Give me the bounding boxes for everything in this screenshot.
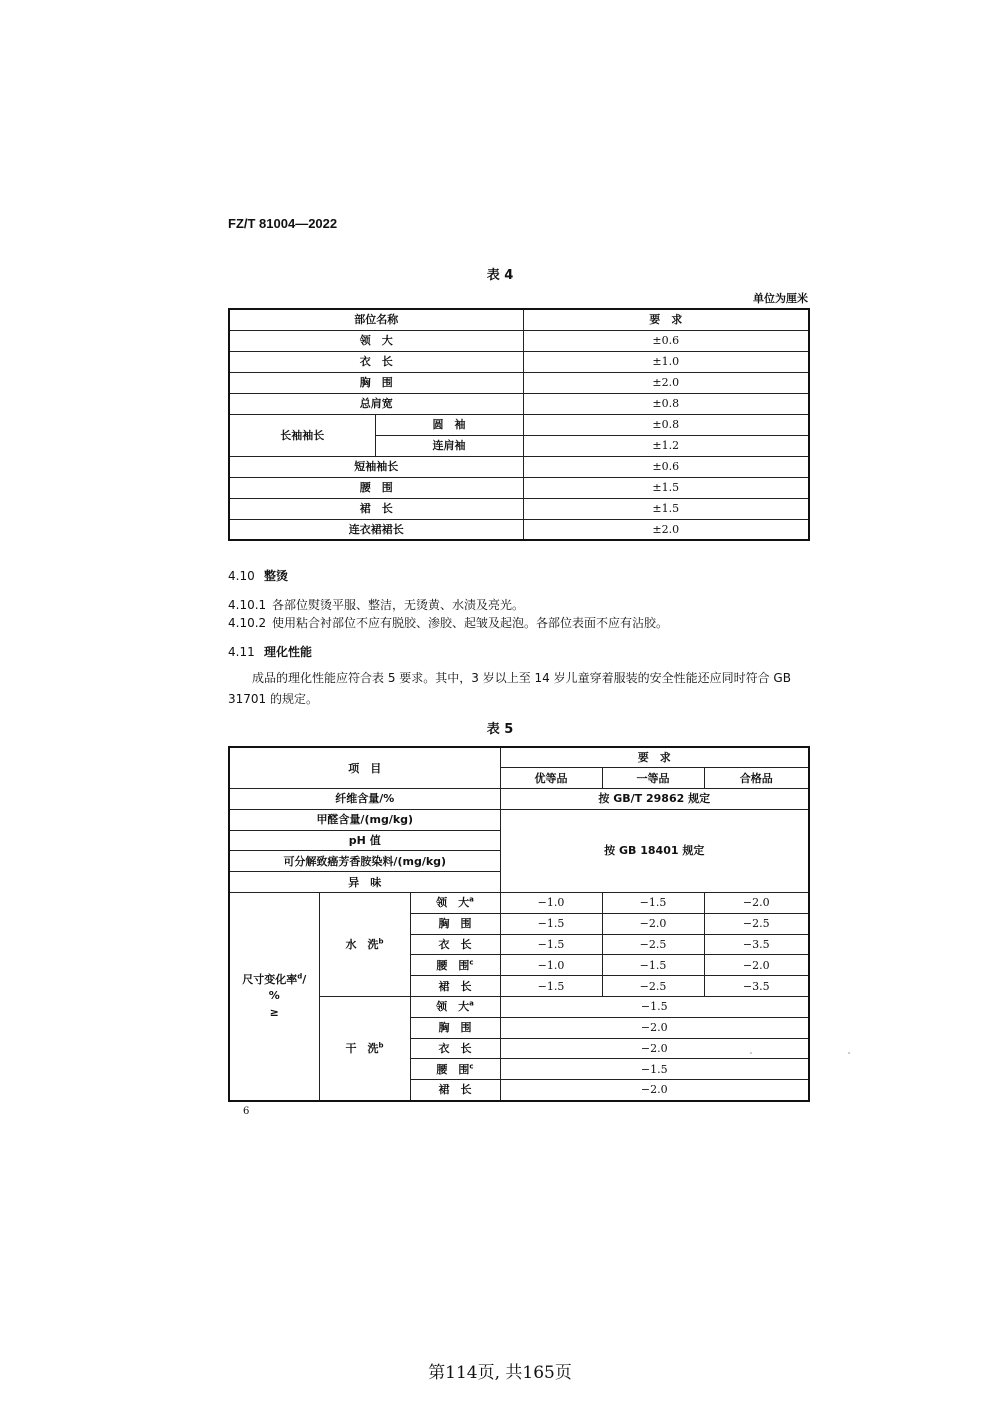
value-cell: −2.0 — [500, 1017, 809, 1038]
part-name: 裙 长 — [438, 1083, 472, 1097]
part-cell — [410, 1080, 500, 1101]
part-name: 衣 长 — [438, 938, 472, 952]
table-row — [229, 498, 809, 519]
dim-label-sign: ≥ — [269, 1005, 279, 1019]
grade-header: 合格品 — [704, 768, 809, 789]
gb18401-item: 甲醛含量/(mg/kg) — [229, 809, 500, 830]
fiber-label: 纤维含量/% — [229, 789, 500, 810]
table4-part: 短袖袖长 — [229, 456, 523, 477]
paragraph: 成品的理化性能应符合表 5 要求。其中，3 岁以上至 14 岁儿童穿着服装的安全性能还应同时符合 GB 31701 的规定。 — [228, 671, 791, 706]
grade-header: 优等品 — [500, 768, 602, 789]
part-name: 腰 围 — [436, 958, 470, 972]
table-row — [229, 351, 809, 372]
section-title: 理化性能 — [264, 645, 313, 659]
value-cell: −2.0 — [602, 913, 704, 934]
table4-part: 总肩宽 — [229, 393, 523, 414]
value-cell: −2.0 — [704, 955, 809, 976]
table5 — [228, 746, 810, 1102]
scan-speck — [750, 1052, 752, 1054]
value-cell: −3.5 — [704, 976, 809, 997]
value-cell: −1.5 — [602, 893, 704, 914]
value-cell: −2.0 — [704, 893, 809, 914]
value-cell: −1.5 — [500, 913, 602, 934]
table4-value: ±1.2 — [523, 435, 809, 456]
table-row — [229, 809, 809, 830]
dim-label-text: 尺寸变化率 — [242, 972, 298, 986]
clause-text: 各部位熨烫平服、整洁，无烫黄、水渍及亮光。 — [272, 598, 525, 612]
clause-number: 4.10.1 — [228, 598, 267, 612]
fiber-value: 按 GB/T 29862 规定 — [500, 789, 809, 810]
dim-label-unit: % — [268, 989, 280, 1003]
clause — [228, 614, 668, 631]
part-name: 胸 围 — [438, 917, 472, 931]
part-cell — [410, 976, 500, 997]
part-cell — [410, 893, 500, 914]
table4-part: 衣 长 — [229, 351, 523, 372]
value-cell: −1.0 — [500, 955, 602, 976]
table4-part: 连衣裙裙长 — [229, 519, 523, 540]
table4-part: 裙 长 — [229, 498, 523, 519]
table4-value: ±1.5 — [523, 498, 809, 519]
part-cell — [410, 913, 500, 934]
part-cell — [410, 955, 500, 976]
footnote-mark: a — [469, 999, 474, 1008]
section-heading — [228, 643, 312, 660]
table-row — [229, 519, 809, 540]
clause-number: 4.10.2 — [228, 616, 267, 630]
section-title: 整烫 — [264, 569, 289, 583]
table4-header-req: 要 求 — [523, 309, 809, 330]
section-number: 4.10 — [228, 569, 255, 583]
footnote-mark: a — [469, 895, 474, 904]
table-row — [229, 414, 809, 435]
scan-speck — [848, 1052, 850, 1054]
table4-part: 领 大 — [229, 330, 523, 351]
table4-value: ±0.8 — [523, 393, 809, 414]
value-cell: −1.5 — [500, 1059, 809, 1080]
value-cell: −2.5 — [602, 976, 704, 997]
footnote-mark: c — [469, 1062, 474, 1071]
part-name: 腰 围 — [436, 1062, 470, 1076]
table4-subpart: 圆 袖 — [375, 414, 523, 435]
table-row — [229, 747, 809, 768]
value-cell: −2.0 — [500, 1038, 809, 1059]
footnote-mark: b — [378, 937, 384, 946]
value-cell: −1.5 — [500, 976, 602, 997]
page-footer: 第114页, 共165页 — [428, 1363, 572, 1383]
table4-value: ±2.0 — [523, 372, 809, 393]
part-name: 裙 长 — [438, 979, 472, 993]
value-cell: −1.5 — [602, 955, 704, 976]
dim-label-slash: / — [302, 972, 307, 986]
value-cell: −1.5 — [500, 934, 602, 955]
value-cell: −1.5 — [500, 997, 809, 1018]
table4 — [228, 308, 810, 541]
table4-value: ±0.8 — [523, 414, 809, 435]
value-cell: −3.5 — [704, 934, 809, 955]
clause-text: 使用粘合衬部位不应有脱胶、渗胶、起皱及起泡。各部位表面不应有沾胶。 — [272, 616, 669, 630]
table-row — [229, 893, 809, 914]
part-cell — [410, 1017, 500, 1038]
table-row — [229, 309, 809, 330]
value-cell: −1.0 — [500, 893, 602, 914]
clause — [228, 596, 524, 613]
footnote-mark: c — [469, 958, 474, 967]
table4-value: ±1.5 — [523, 477, 809, 498]
table-row — [229, 789, 809, 810]
water-wash-text: 水 洗 — [345, 938, 379, 952]
table4-value: ±0.6 — [523, 456, 809, 477]
table4-part: 长袖袖长 — [229, 414, 375, 456]
table4-part: 腰 围 — [229, 477, 523, 498]
table4-unit: 单位为厘米 — [753, 292, 808, 305]
water-wash-label — [319, 893, 410, 997]
table5-header-req: 要 求 — [500, 747, 809, 768]
table4-header-part: 部位名称 — [229, 309, 523, 330]
table5-caption: 表 5 — [486, 722, 514, 737]
part-name: 领 大 — [436, 1000, 470, 1014]
section-number: 4.11 — [228, 645, 255, 659]
table-row — [229, 456, 809, 477]
gb18401-item: pH 值 — [229, 830, 500, 851]
page-number: 6 — [243, 1106, 250, 1117]
table5-header-item: 项 目 — [229, 747, 500, 789]
standard-code: FZ/T 81004—2022 — [228, 216, 338, 231]
gb18401-value: 按 GB 18401 规定 — [500, 809, 809, 892]
table4-value: ±2.0 — [523, 519, 809, 540]
table4-part: 胸 围 — [229, 372, 523, 393]
value-cell: −2.5 — [602, 934, 704, 955]
value-cell: −2.0 — [500, 1080, 809, 1101]
gb18401-item: 异 味 — [229, 872, 500, 893]
grade-header: 一等品 — [602, 768, 704, 789]
table4-caption: 表 4 — [486, 268, 514, 283]
section-heading — [228, 567, 288, 584]
footnote-mark: b — [378, 1041, 384, 1050]
table-row — [229, 372, 809, 393]
part-cell — [410, 997, 500, 1018]
dry-clean-text: 干 洗 — [345, 1041, 379, 1055]
part-name: 胸 围 — [438, 1021, 472, 1035]
part-name: 领 大 — [436, 896, 470, 910]
table4-value: ±0.6 — [523, 330, 809, 351]
gb18401-item: 可分解致癌芳香胺染料/(mg/kg) — [229, 851, 500, 872]
dry-clean-label — [319, 997, 410, 1101]
footnote-mark: d — [297, 971, 303, 980]
part-cell — [410, 934, 500, 955]
part-cell — [410, 1038, 500, 1059]
table4-value: ±1.0 — [523, 351, 809, 372]
table-row — [229, 477, 809, 498]
value-cell: −2.5 — [704, 913, 809, 934]
table-row — [229, 330, 809, 351]
table4-subpart: 连肩袖 — [375, 435, 523, 456]
part-name: 衣 长 — [438, 1042, 472, 1056]
dimension-change-label — [229, 893, 319, 1101]
part-cell — [410, 1059, 500, 1080]
table-row — [229, 393, 809, 414]
